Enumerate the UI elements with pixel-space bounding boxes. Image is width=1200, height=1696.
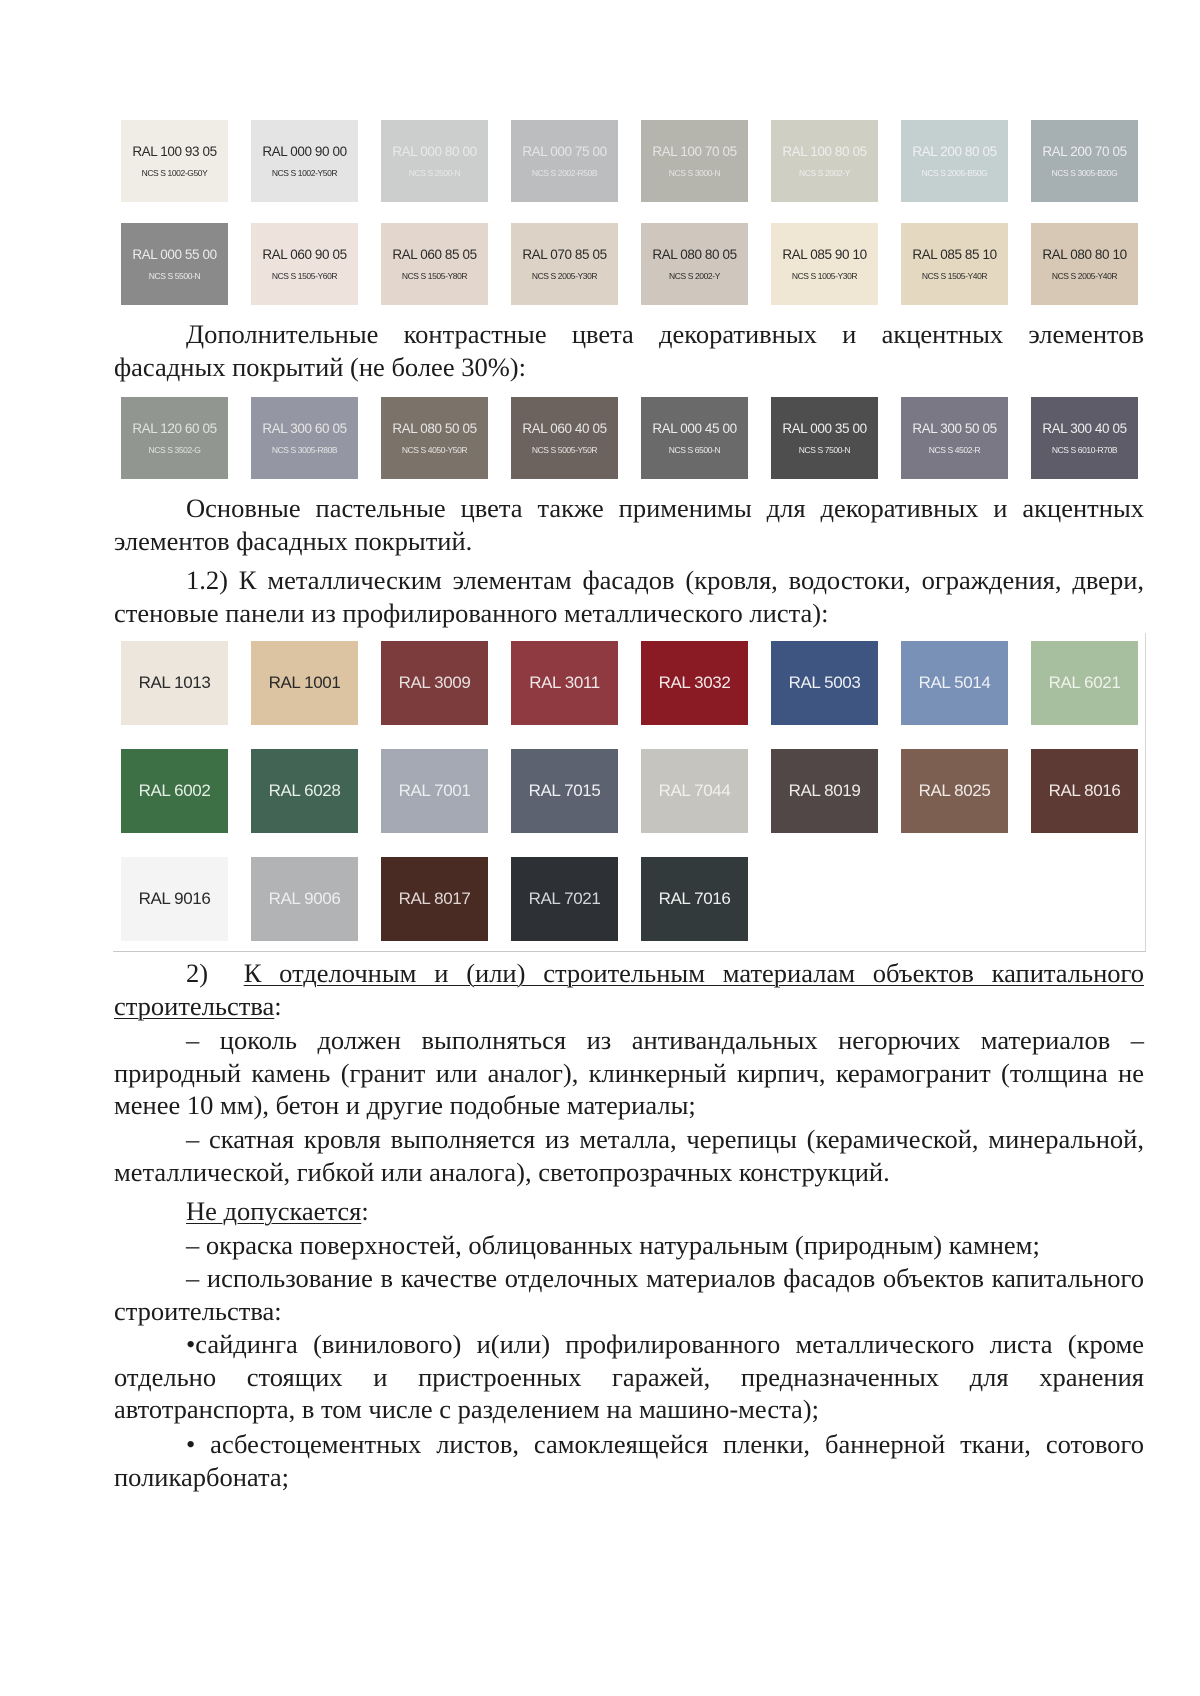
ral-code: RAL 060 85 05 <box>392 246 477 262</box>
not-allowed-colon: : <box>361 1196 369 1226</box>
ral-code: RAL 5014 <box>918 673 991 692</box>
ncs-code: NCS S 3005-B20G <box>1051 167 1118 178</box>
not-allowed-heading <box>186 1195 1146 1228</box>
color-swatch <box>251 397 358 479</box>
section-2-heading <box>114 957 1144 1022</box>
color-swatch <box>1031 749 1138 833</box>
ncs-code: NCS S 3502-G <box>148 444 201 455</box>
color-swatch <box>251 223 358 305</box>
metal-elements-paragraph: 1.2) К металлическим элементам фасадов (кровля, водостоки, ограждения, двери, стеновые панели из профилированного металлического листа): <box>114 565 1144 628</box>
ral-code: RAL 200 80 05 <box>912 143 997 159</box>
ral-code: RAL 000 80 00 <box>392 143 477 159</box>
ncs-code: NCS S 3000-N <box>668 167 721 178</box>
color-swatch <box>1031 641 1138 725</box>
ral-code: RAL 300 40 05 <box>1042 420 1127 436</box>
color-swatch <box>641 857 748 941</box>
ral-code: RAL 300 50 05 <box>912 420 997 436</box>
color-swatch <box>641 397 748 479</box>
ral-code: RAL 8025 <box>918 781 991 800</box>
ral-code: RAL 000 55 00 <box>132 246 217 262</box>
color-swatch <box>901 223 1008 305</box>
section-title: К отделочным и (или) строительным материалам объектов капитального строительства <box>114 958 1144 1021</box>
ral-code: RAL 085 85 10 <box>912 246 997 262</box>
color-swatch <box>251 120 358 202</box>
color-swatch <box>901 641 1008 725</box>
section-number: 2) <box>186 958 209 988</box>
ral-code: RAL 080 80 05 <box>652 246 737 262</box>
contrast-colors-paragraph: Дополнительные контрастные цвета декоративных и акцентных элементов фасадных покрытий (не более 30%): <box>114 319 1144 382</box>
not-allowed-label: Не допускается <box>186 1196 362 1226</box>
color-swatch <box>121 120 228 202</box>
ncs-code: NCS S 2500-N <box>408 167 461 178</box>
ncs-code: NCS S 1505-Y80R <box>401 270 468 281</box>
color-swatch <box>121 857 228 941</box>
main-palette-grid <box>121 120 1139 305</box>
ral-code: RAL 8017 <box>398 889 471 908</box>
ncs-code: NCS S 6010-R70B <box>1051 444 1118 455</box>
ncs-code: NCS S 2002-Y <box>669 270 720 281</box>
pastel-note-paragraph: Основные пастельные цвета также применимы для декоративных и акцентных элементов фасадных покрытий. <box>114 493 1144 556</box>
metal-palette-grid <box>121 641 1139 941</box>
ral-code: RAL 120 60 05 <box>132 420 217 436</box>
ncs-code: NCS S 4050-Y50R <box>401 444 468 455</box>
ral-code: RAL 8019 <box>788 781 861 800</box>
color-swatch <box>251 749 358 833</box>
roof-requirement: – скатная кровля выполняется из металла, черепицы (керамической, минеральной, металлической, гибкой или аналога), светопрозрачных конструкций. <box>114 1124 1144 1187</box>
color-swatch <box>771 397 878 479</box>
siding-restriction: •сайдинга (винилового) и(или) профилированного металлического листа (кроме отдельно стоящих и пристроенных гаражей, предназначенных для хранения автотранспорта, в том числе с разделением на машино-места); <box>114 1329 1144 1424</box>
color-swatch <box>511 120 618 202</box>
color-swatch <box>771 749 878 833</box>
ncs-code: NCS S 6500-N <box>668 444 721 455</box>
ral-code: RAL 6002 <box>138 781 211 800</box>
ral-code: RAL 9016 <box>138 889 211 908</box>
asbestos-restriction: • асбестоцементных листов, самоклеящейся пленки, баннерной ткани, сотового поликарбоната; <box>114 1429 1144 1492</box>
color-swatch <box>511 641 618 725</box>
color-swatch <box>121 223 228 305</box>
ral-code: RAL 080 50 05 <box>392 420 477 436</box>
ncs-code: NCS S 4502-R <box>928 444 981 455</box>
color-swatch <box>381 397 488 479</box>
ral-code: RAL 7016 <box>658 889 731 908</box>
ral-code: RAL 100 80 05 <box>782 143 867 159</box>
color-swatch <box>1031 223 1138 305</box>
ncs-code: NCS S 1505-Y60R <box>271 270 338 281</box>
plinth-requirement: – цоколь должен выполняться из антивандальных негорючих материалов – природный камень (гранит или аналог), клинкерный кирпич, керамогранит (толщина не менее 10 мм), бетон и другие подобные материалы; <box>114 1025 1144 1120</box>
ral-code: RAL 060 90 05 <box>262 246 347 262</box>
color-swatch <box>121 749 228 833</box>
ral-code: RAL 6028 <box>268 781 341 800</box>
ral-code: RAL 000 45 00 <box>652 420 737 436</box>
ral-code: RAL 7001 <box>398 781 471 800</box>
ral-code: RAL 080 80 10 <box>1042 246 1127 262</box>
color-swatch <box>511 223 618 305</box>
ral-code: RAL 8016 <box>1048 781 1121 800</box>
contrast-palette-grid <box>121 397 1139 479</box>
ral-code: RAL 7015 <box>528 781 601 800</box>
ncs-code: NCS S 1002-G50Y <box>141 167 208 178</box>
ral-code: RAL 085 90 10 <box>782 246 867 262</box>
ncs-code: NCS S 1505-Y40R <box>921 270 988 281</box>
ral-code: RAL 100 70 05 <box>652 143 737 159</box>
ncs-code: NCS S 7500-N <box>798 444 851 455</box>
ral-code: RAL 5003 <box>788 673 861 692</box>
color-swatch <box>901 120 1008 202</box>
color-swatch <box>901 749 1008 833</box>
color-swatch <box>901 397 1008 479</box>
color-swatch <box>1031 397 1138 479</box>
color-swatch <box>381 857 488 941</box>
ncs-code: NCS S 2002-Y <box>799 167 850 178</box>
ral-code: RAL 200 70 05 <box>1042 143 1127 159</box>
ral-code: RAL 6021 <box>1048 673 1121 692</box>
color-swatch <box>381 641 488 725</box>
color-swatch <box>121 397 228 479</box>
ral-code: RAL 000 75 00 <box>522 143 607 159</box>
ral-code: RAL 7044 <box>658 781 731 800</box>
ral-code: RAL 000 35 00 <box>782 420 867 436</box>
color-swatch <box>251 641 358 725</box>
ncs-code: NCS S 2005-Y30R <box>531 270 598 281</box>
materials-restriction: – использование в качестве отделочных материалов фасадов объектов капитального строительства: <box>114 1263 1144 1326</box>
ncs-code: NCS S 5500-N <box>148 270 201 281</box>
color-swatch <box>251 857 358 941</box>
ral-code: RAL 000 90 00 <box>262 143 347 159</box>
ral-code: RAL 1013 <box>138 673 211 692</box>
ral-code: RAL 3009 <box>398 673 471 692</box>
color-swatch <box>771 223 878 305</box>
color-swatch <box>381 749 488 833</box>
color-swatch <box>771 120 878 202</box>
ral-code: RAL 7021 <box>528 889 601 908</box>
ncs-code: NCS S 2002-R50B <box>531 167 598 178</box>
ncs-code: NCS S 2005-B50G <box>921 167 988 178</box>
ral-code: RAL 3032 <box>658 673 731 692</box>
color-swatch <box>121 641 228 725</box>
color-swatch <box>641 120 748 202</box>
color-swatch <box>511 397 618 479</box>
ncs-code: NCS S 5005-Y50R <box>531 444 598 455</box>
ral-code: RAL 1001 <box>268 673 341 692</box>
color-swatch <box>641 749 748 833</box>
color-swatch <box>641 223 748 305</box>
color-swatch <box>1031 120 1138 202</box>
section-colon: : <box>274 990 282 1021</box>
ncs-code: NCS S 2005-Y40R <box>1051 270 1118 281</box>
ral-code: RAL 9006 <box>268 889 341 908</box>
ral-code: RAL 100 93 05 <box>132 143 217 159</box>
ncs-code: NCS S 1005-Y30R <box>791 270 858 281</box>
color-swatch <box>641 641 748 725</box>
color-swatch <box>381 120 488 202</box>
ncs-code: NCS S 1002-Y50R <box>271 167 338 178</box>
paint-restriction: – окраска поверхностей, облицованных натуральным (природным) камнем; <box>186 1230 1040 1260</box>
color-swatch <box>771 641 878 725</box>
color-swatch <box>381 223 488 305</box>
ral-code: RAL 070 85 05 <box>522 246 607 262</box>
color-swatch <box>511 857 618 941</box>
color-swatch <box>511 749 618 833</box>
ral-code: RAL 060 40 05 <box>522 420 607 436</box>
ral-code: RAL 300 60 05 <box>262 420 347 436</box>
ncs-code: NCS S 3005-R80B <box>271 444 338 455</box>
ral-code: RAL 3011 <box>529 673 600 692</box>
